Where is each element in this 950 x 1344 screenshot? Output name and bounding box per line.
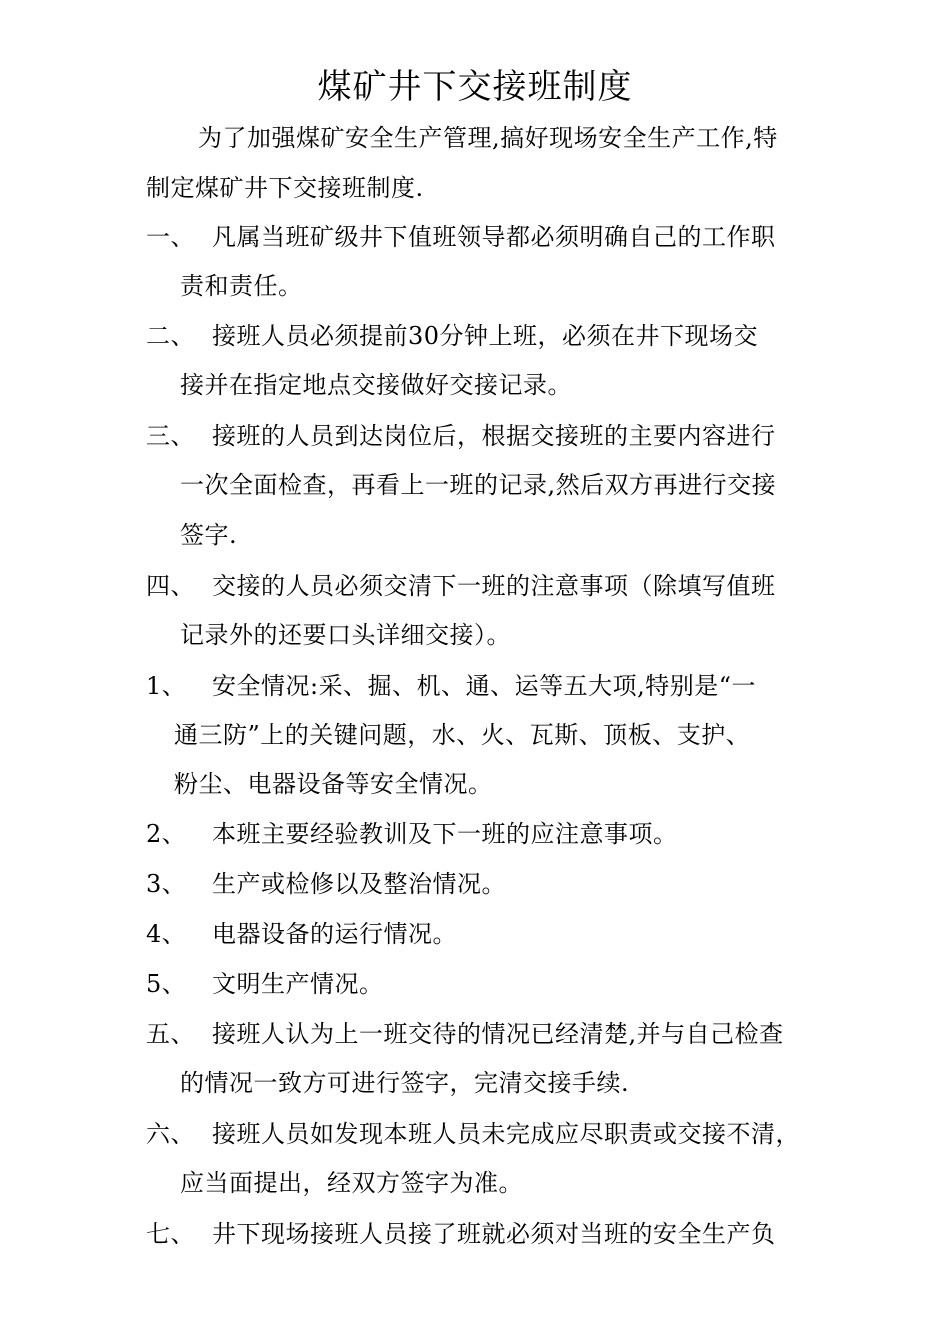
item-4-line-1: 交接的人员必须交清下一班的注意事项（除填写值班 [212, 572, 776, 600]
item-3-line-1: 接班的人员到达岗位后，根据交接班的主要内容进行 [212, 422, 776, 450]
intro-line-2: 制定煤矿井下交接班制度. [146, 174, 424, 202]
item-marker-5: 五、 [146, 1020, 195, 1048]
intro-line-1: 为了加强煤矿安全生产管理,搞好现场安全生产工作,特 [198, 124, 778, 152]
item-6-line-1: 接班人员如发现本班人员未完成应尽职责或交接不清， [212, 1120, 800, 1148]
item-4-line-2: 记录外的还要口头详细交接）。 [180, 621, 511, 649]
item-5-line-2: 的情况一致方可进行签字，完清交接手续. [180, 1069, 630, 1097]
item-3-line-3: 签字. [180, 521, 238, 549]
item-2-line-2: 接并在指定地点交接做好交接记录。 [180, 371, 572, 399]
item-2-line-1: 接班人员必须提前30分钟上班，必须在井下现场交 [212, 322, 759, 350]
subitem-3-line-1: 生产或检修以及整治情况。 [212, 870, 506, 898]
item-marker-1: 一、 [146, 223, 195, 251]
subitem-marker-3: 3、 [146, 870, 187, 898]
subitem-1-line-3: 粉尘、电器设备等安全情况。 [174, 770, 493, 798]
subitem-1-line-1: 安全情况:采、掘、机、通、运等五大项,特别是“一 [212, 672, 756, 700]
item-1-line-1: 凡属当班矿级井下值班领导都必须明确自己的工作职 [212, 223, 776, 251]
subitem-1-line-2: 通三防”上的关键问题，水、火、瓦斯、顶板、支护、 [174, 721, 751, 749]
subitem-marker-2: 2、 [146, 820, 187, 848]
item-marker-4: 四、 [146, 572, 195, 600]
item-6-line-2: 应当面提出，经双方签字为准。 [180, 1169, 523, 1197]
item-1-line-2: 责和责任。 [180, 272, 303, 300]
item-marker-2: 二、 [146, 322, 195, 350]
item-7-line-1: 井下现场接班人员接了班就必须对当班的安全生产负 [212, 1220, 776, 1248]
subitem-4-line-1: 电器设备的运行情况。 [212, 920, 457, 948]
subitem-marker-5: 5、 [146, 970, 187, 998]
subitem-marker-1: 1、 [146, 672, 187, 700]
item-marker-3: 三、 [146, 422, 195, 450]
item-5-line-1: 接班人认为上一班交待的情况已经清楚,并与自己检查 [212, 1020, 784, 1048]
subitem-marker-4: 4、 [146, 920, 187, 948]
subitem-2-line-1: 本班主要经验教训及下一班的应注意事项。 [212, 820, 678, 848]
subitem-5-line-1: 文明生产情况。 [212, 970, 384, 998]
document-title: 煤矿井下交接班制度 [317, 67, 633, 107]
item-marker-7: 七、 [146, 1220, 195, 1248]
item-marker-6: 六、 [146, 1120, 195, 1148]
item-3-line-2: 一次全面检查，再看上一班的记录,然后双方再进行交接 [180, 471, 777, 499]
